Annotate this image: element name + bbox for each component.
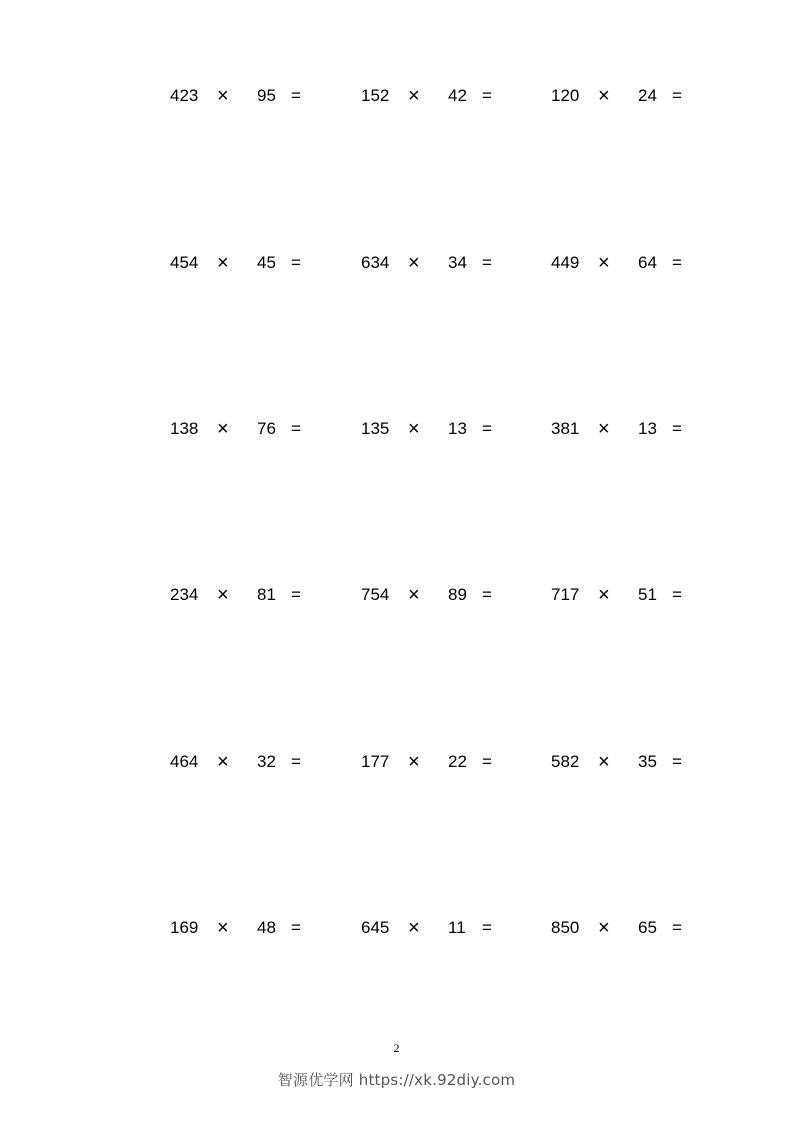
multiply-sign: × — [217, 85, 229, 107]
operand-a: 645 — [361, 918, 390, 937]
problem — [170, 248, 320, 278]
operand-a: 138 — [170, 419, 199, 438]
problem — [551, 81, 701, 111]
problem — [361, 580, 511, 610]
operand-a: 464 — [170, 752, 199, 771]
operand-b: 35 — [638, 752, 657, 771]
multiply-sign: × — [217, 751, 229, 773]
equals-sign: = — [291, 419, 301, 438]
problem — [361, 913, 511, 943]
operand-b: 22 — [448, 752, 467, 771]
equals-sign: = — [291, 86, 301, 105]
problem — [170, 414, 320, 444]
operand-a: 381 — [551, 419, 580, 438]
problem-row — [0, 248, 793, 278]
operand-a: 135 — [361, 419, 390, 438]
multiply-sign: × — [217, 252, 229, 274]
problem — [551, 414, 701, 444]
operand-b: 95 — [257, 86, 276, 105]
problem — [361, 248, 511, 278]
problem — [361, 414, 511, 444]
operand-b: 13 — [448, 419, 467, 438]
equals-sign: = — [672, 253, 682, 272]
operand-b: 48 — [257, 918, 276, 937]
problem — [551, 580, 701, 610]
operand-b: 34 — [448, 253, 467, 272]
problem-row — [0, 580, 793, 610]
equals-sign: = — [482, 918, 492, 937]
problem — [170, 913, 320, 943]
multiply-sign: × — [217, 584, 229, 606]
equals-sign: = — [482, 86, 492, 105]
operand-a: 634 — [361, 253, 390, 272]
operand-a: 177 — [361, 752, 390, 771]
operand-a: 754 — [361, 585, 390, 604]
multiply-sign: × — [598, 584, 610, 606]
operand-b: 81 — [257, 585, 276, 604]
problem — [170, 747, 320, 777]
problem — [551, 747, 701, 777]
multiply-sign: × — [598, 85, 610, 107]
operand-b: 13 — [638, 419, 657, 438]
multiply-sign: × — [598, 917, 610, 939]
operand-a: 234 — [170, 585, 199, 604]
multiply-sign: × — [598, 751, 610, 773]
multiply-sign: × — [408, 584, 420, 606]
equals-sign: = — [291, 585, 301, 604]
operand-a: 582 — [551, 752, 580, 771]
operand-b: 11 — [448, 918, 466, 937]
problem-row — [0, 747, 793, 777]
problem — [551, 248, 701, 278]
multiply-sign: × — [408, 252, 420, 274]
operand-a: 169 — [170, 918, 199, 937]
equals-sign: = — [672, 585, 682, 604]
equals-sign: = — [482, 419, 492, 438]
operand-a: 717 — [551, 585, 580, 604]
operand-b: 65 — [638, 918, 657, 937]
operand-a: 454 — [170, 253, 199, 272]
operand-b: 76 — [257, 419, 276, 438]
problem — [551, 913, 701, 943]
operand-a: 850 — [551, 918, 580, 937]
problem — [361, 747, 511, 777]
multiply-sign: × — [408, 85, 420, 107]
operand-b: 32 — [257, 752, 276, 771]
problem — [170, 81, 320, 111]
problem-row — [0, 81, 793, 111]
multiply-sign: × — [598, 252, 610, 274]
multiply-sign: × — [217, 917, 229, 939]
operand-b: 45 — [257, 253, 276, 272]
problem-row — [0, 913, 793, 943]
problem-row — [0, 414, 793, 444]
operand-b: 64 — [638, 253, 657, 272]
equals-sign: = — [672, 86, 682, 105]
equals-sign: = — [482, 585, 492, 604]
equals-sign: = — [672, 752, 682, 771]
equals-sign: = — [672, 918, 682, 937]
equals-sign: = — [291, 752, 301, 771]
multiply-sign: × — [408, 751, 420, 773]
equals-sign: = — [291, 918, 301, 937]
multiply-sign: × — [598, 418, 610, 440]
operand-b: 24 — [638, 86, 657, 105]
operand-a: 449 — [551, 253, 580, 272]
watermark-url: 智源优学网 https://xk.92diy.com — [277, 1071, 516, 1089]
operand-a: 152 — [361, 86, 390, 105]
operand-a: 423 — [170, 86, 199, 105]
page-number: 2 — [393, 1041, 400, 1055]
equals-sign: = — [672, 419, 682, 438]
equals-sign: = — [482, 752, 492, 771]
operand-a: 120 — [551, 86, 580, 105]
operand-b: 89 — [448, 585, 467, 604]
operand-b: 42 — [448, 86, 467, 105]
multiply-sign: × — [408, 917, 420, 939]
operand-b: 51 — [638, 585, 657, 604]
multiply-sign: × — [217, 418, 229, 440]
problem — [361, 81, 511, 111]
problem — [170, 580, 320, 610]
equals-sign: = — [291, 253, 301, 272]
equals-sign: = — [482, 253, 492, 272]
multiply-sign: × — [408, 418, 420, 440]
